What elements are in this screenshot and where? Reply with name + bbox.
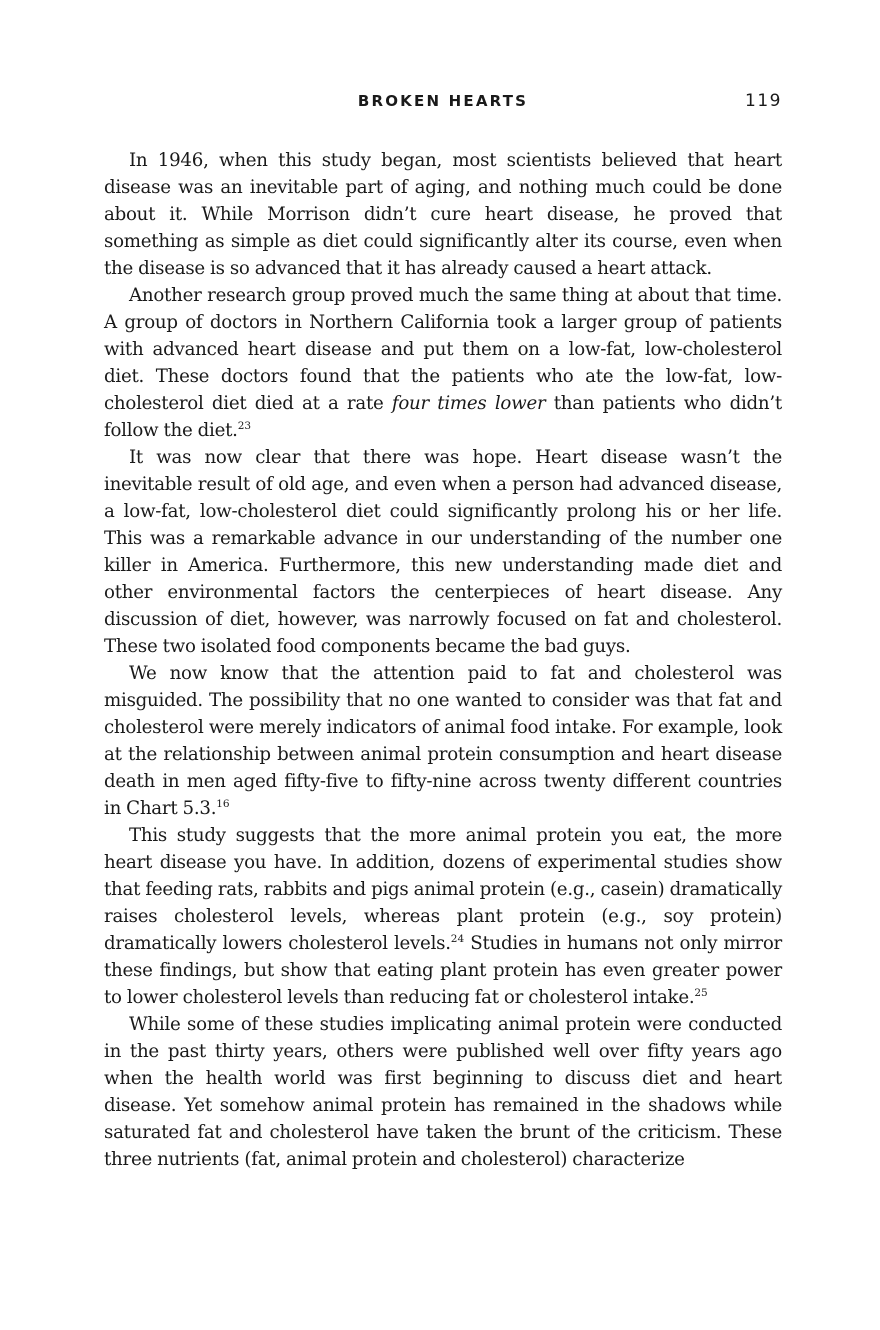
paragraph-2-text-start: Another research group proved much the same thing at about that time. A group of doctors in Northern California took a larger group of patients with advanced heart disease and put them on a low-fat, low-cholesterol diet. These doctors found that the patients who ate the low-fat, low-cholesterol diet died at a rate [104,285,782,414]
paragraph-1: In 1946, when this study began, most scientists believed that heart disease was an inevitable part of aging, and nothing much could be done about it. While Morrison didn’t cure heart disease, he proved that something as simple as diet could significantly alter its course, even when the disease is so advanced that it has already caused a heart attack. [104,150,782,279]
paragraph-6: While some of these studies implicating animal protein were conducted in the past thirty years, others were published well over fifty years ago when the health world was first beginning to discuss diet and heart disease. Yet somehow animal protein has remained in the shadows while saturated fat and cholesterol have taken the brunt of the criticism. These three nutrients (fat, animal protein and cholesterol) characterize [104,1014,782,1170]
running-header [104,90,782,112]
paragraph-4 [104,660,782,822]
page-number: 119 [745,91,782,111]
footnote-marker: 16 [216,798,230,810]
emphasis-text: four times lower [391,393,546,414]
paragraph-5-text-end: Studies in humans not only mirror these findings, but show that eating plant protein has even greater power to lower cholesterol levels than reducing fat or cholesterol intake. [104,933,782,1008]
paragraph-3: It was now clear that there was hope. Heart disease wasn’t the inevitable result of old age, and even when a person had advanced disease, a low-fat, low-cholesterol diet could significantly prolong his or her life. This was a remarkable advance in our understanding of the number one killer in America. Furthermore, this new understanding made diet and other environmental factors the centerpieces of heart disease. Any discussion of diet, however, was narrowly focused on fat and cholesterol. These two isolated food components became the bad guys. [104,447,782,657]
footnote-marker: 23 [237,420,252,432]
paragraph-2-text-end: than patients who didn’t follow the diet. [104,393,782,441]
paragraph-5 [104,822,782,1011]
paragraph-4-text: We now know that the attention paid to fat and cholesterol was misguided. The possibility that no one wanted to consider was that fat and cholesterol were merely indicators of animal food intake. For example, look at the relationship between animal protein consumption and heart disease death in men aged fifty-five to fifty-nine across twenty different countries in Chart 5.3. [104,663,782,819]
paragraph-5-text-start: This study suggests that the more animal protein you eat, the more heart disease you have. In addition, dozens of experimental studies show that feeding rats, rabbits and pigs animal protein (e.g., casein) dramatically raises cholesterol levels, whereas plant protein (e.g., soy protein) dramatically lowers cholesterol levels. [104,825,782,954]
running-title: BROKEN HEARTS [357,92,529,110]
paragraph-2 [104,282,782,444]
footnote-marker: 25 [694,987,708,999]
body-text [104,147,782,1173]
footnote-marker: 24 [450,933,465,945]
